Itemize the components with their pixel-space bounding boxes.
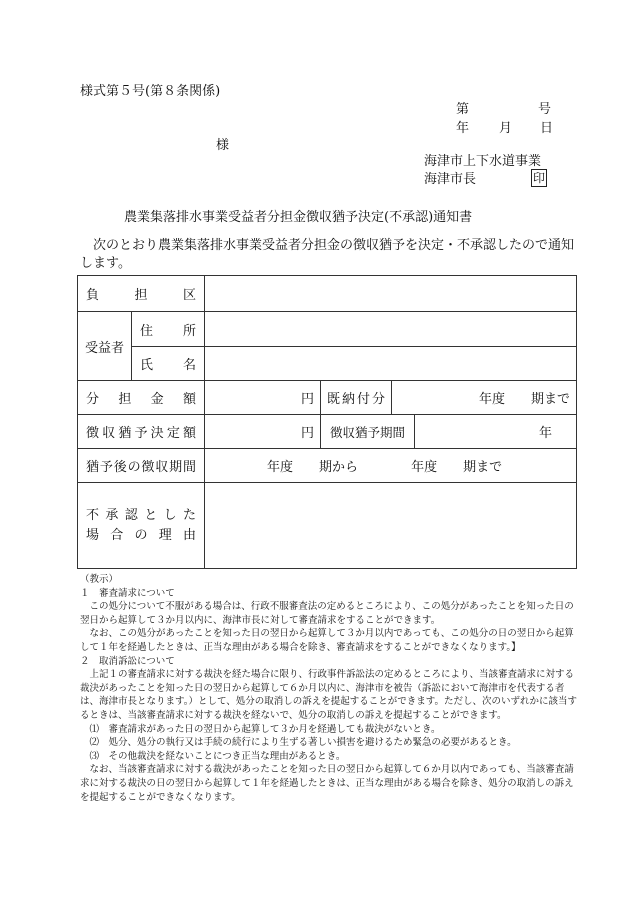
row-deferral	[78, 415, 577, 449]
burden-area-field[interactable]	[205, 276, 577, 312]
row-amount	[78, 381, 577, 415]
addressee-suffix: 様	[216, 138, 230, 153]
date-month: 月	[499, 121, 513, 136]
amount-field[interactable]	[205, 381, 321, 415]
number-suffix: 号	[538, 102, 552, 117]
paid-label: 既納付分	[321, 381, 392, 415]
notes-line: ２ 取消訴訟について	[80, 655, 175, 667]
post-period-field[interactable]	[205, 449, 577, 483]
amount-unit: 円	[301, 392, 315, 407]
deferral-period-unit: 年	[539, 426, 553, 441]
reason-label-cell	[78, 483, 205, 569]
post-period-label: 猶予後の徴収期間	[78, 449, 205, 483]
notes-line: この処分について不服がある場合は、行政不服審査法の定めるところにより、この処分があったことを知った日の翌日から起算して３か月以内に、海津市長に対して審査請求をすることができます。	[80, 601, 574, 626]
address-label: 住所	[132, 312, 205, 347]
amount-label: 分担金額	[78, 381, 205, 415]
notes-line: ⑵ 処分、処分の執行又は手続の続行により生ずる著しい損害を避けるため緊急の必要があるとき。	[80, 737, 517, 749]
paid-value: 年度 期まで	[479, 392, 571, 407]
deferral-amount-unit: 円	[301, 426, 315, 441]
reason-label-line-2: 場合の理由	[86, 527, 197, 543]
name-field[interactable]	[205, 347, 577, 381]
deferral-period-field[interactable]	[415, 415, 577, 449]
issuer-name: 海津市長	[424, 172, 477, 187]
burden-area-label: 負担区	[78, 276, 205, 312]
row-post-period	[78, 449, 577, 483]
row-burden-area	[78, 276, 577, 312]
instruction-notes	[80, 573, 580, 804]
date-day: 日	[540, 121, 554, 136]
paid-field[interactable]	[392, 381, 577, 415]
deferral-amount-field[interactable]	[205, 415, 321, 449]
address-field[interactable]	[205, 312, 577, 347]
date-year: 年	[456, 121, 470, 136]
notes-line: 上記１の審査請求に対する裁決を経た場合に限り、行政事件訴訟法の定めるところにより、当該審査請求に対する裁決があったことを知った日の翌日から起算して６か月以内に、海津市を被告（訴訟において海津市を代表する者は、海津市長となります。）として、処分の取消しの訴えを提起することができます。ただし、次のいずれかに該当するときは、当該審査請求に対する裁決を経ないで、処分の取消しの訴えを提起することができます。	[80, 669, 578, 721]
document-title: 農業集落排水事業受益者分担金徴収猶予決定(不承認)通知書	[124, 210, 473, 225]
number-label: 第	[456, 102, 470, 117]
name-label: 氏名	[132, 347, 205, 381]
deferral-form-table	[77, 275, 577, 569]
beneficiary-label: 受益者	[78, 312, 132, 381]
form-number: 様式第５号(第８条関係)	[80, 84, 221, 99]
notes-line: なお、この処分があったことを知った日の翌日から起算して３か月以内であっても、この処分の日の翌日から起算して１年を経過したときは、正当な理由がある場合を除き、審査請求をすることができなくなります。】	[80, 628, 574, 653]
deferral-period-label: 徴収猶予期間	[321, 415, 415, 449]
reason-field[interactable]	[205, 483, 577, 569]
seal-glyph: 印	[532, 171, 545, 185]
seal-mark	[531, 167, 547, 187]
notes-line: ⑶ その他裁決を経ないことにつき正当な理由があるとき。	[80, 750, 346, 762]
row-name	[78, 347, 577, 381]
post-period-to: 年度 期まで	[411, 460, 503, 475]
row-address	[78, 312, 577, 347]
post-period-from: 年度 期から	[267, 460, 359, 475]
notes-line: １ 審査請求について	[80, 587, 175, 599]
intro-paragraph: 次のとおり農業集落排水事業受益者分担金の徴収猶予を決定・不承認したので通知します。	[80, 238, 575, 271]
issuer-organization: 海津市上下水道事業	[424, 154, 542, 169]
notes-line: なお、当該審査請求に対する裁決があったことを知った日の翌日から起算して６か月以内であっても、当該審査請求に対する裁決の日の翌日から起算して１年を経過したときは、正当な理由がある場合を除き、処分の取消しの訴えを提起することができなくなります。	[80, 764, 574, 803]
notes-line: ⑴ 審査請求があった日の翌日から起算して３か月を経過しても裁決がないとき。	[80, 723, 441, 735]
notes-line: （教示）	[80, 574, 119, 585]
deferral-amount-label: 徴収猶予決定額	[78, 415, 205, 449]
reason-label-line-1: 不承認とした	[86, 507, 197, 523]
row-reason	[78, 483, 577, 569]
